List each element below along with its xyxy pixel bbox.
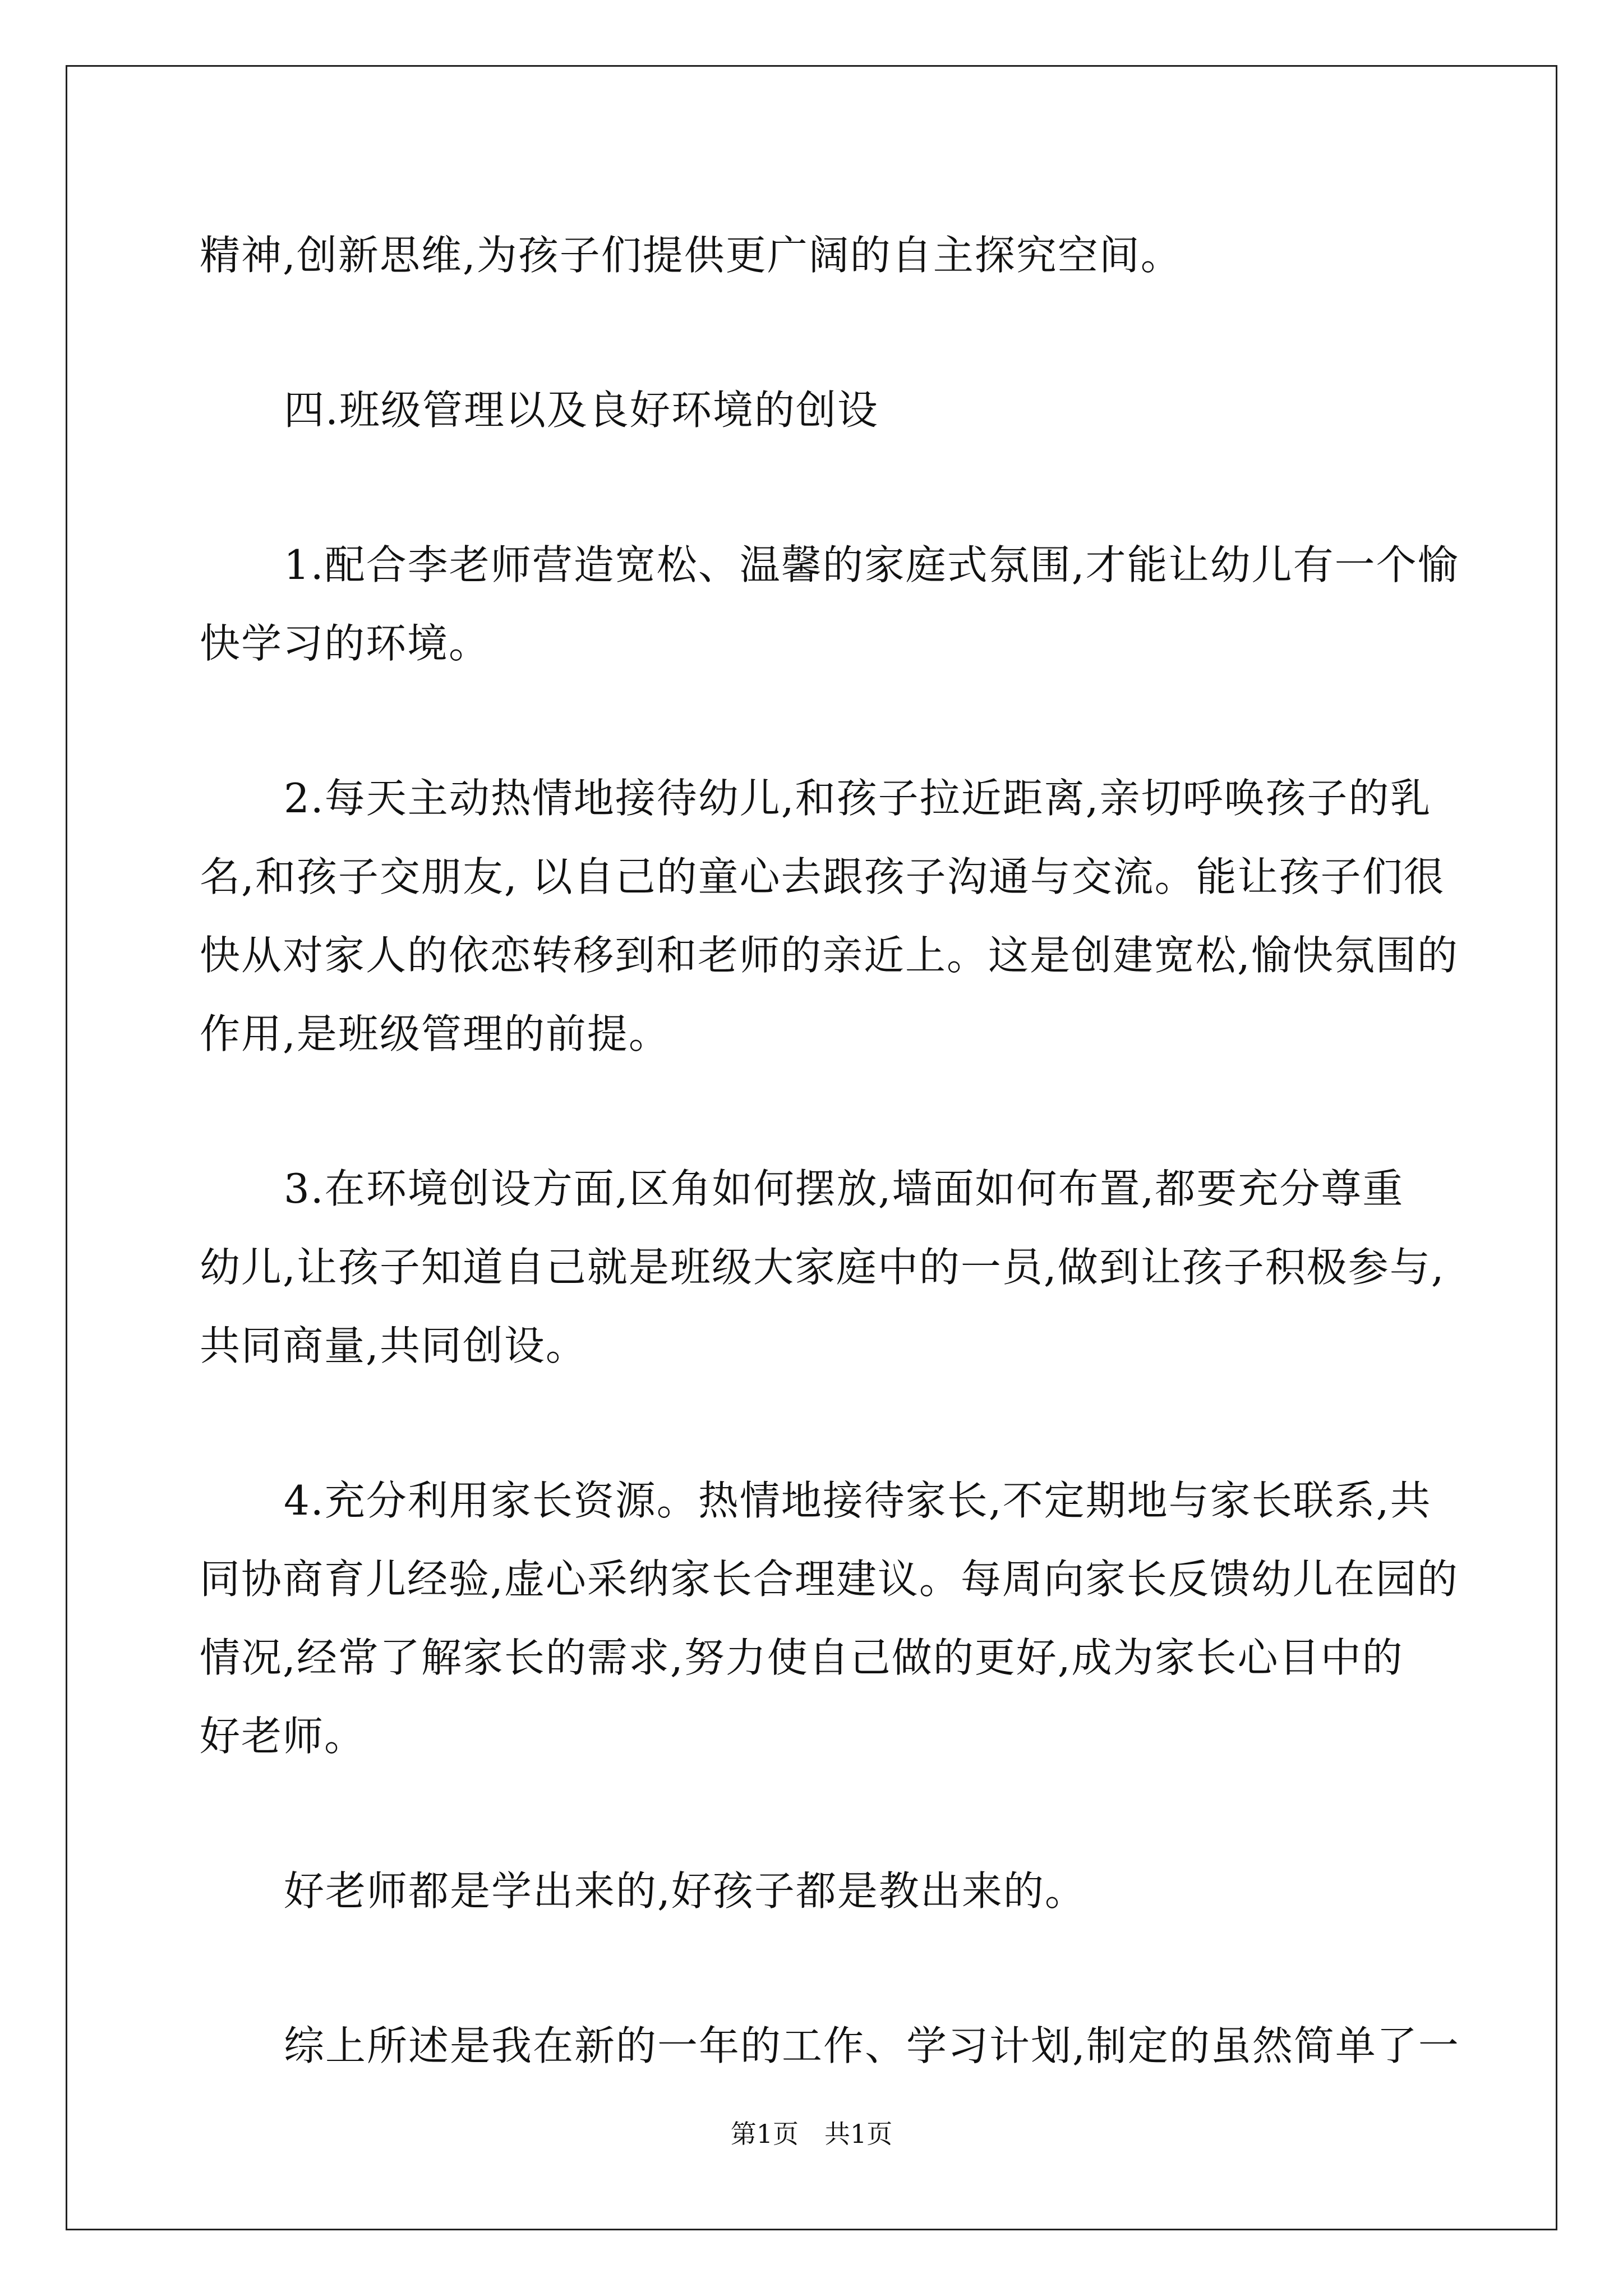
text-line: 好老师都是学出来的,好孩子都是教出来的。 [284,1867,1086,1915]
text-line: 综上所述是我在新的一年的工作、学习计划,制定的虽然简单了一 [284,2022,1460,2069]
text-line: 3.在环境创设方面,区角如何摆放,墙面如何布置,都要充分尊重 [284,1165,1404,1212]
text-line: 幼儿,让孩子知道自己就是班级大家庭中的一员,做到让孩子积极参与, [200,1244,1445,1291]
text-line: 名,和孩子交朋友, 以自己的童心去跟孩子沟通与交流。能让孩子们很 [200,853,1445,900]
document-body [200,216,1460,2085]
text-line: 情况,经常了解家长的需求,努力使自己做的更好,成为家长心目中的 [200,1634,1404,1681]
text-line: 作用,是班级管理的前提。 [200,1010,670,1057]
text-line: 同协商育儿经验,虚心采纳家长合理建议。每周向家长反馈幼儿在园的 [200,1556,1459,1603]
text-line: 1.配合李老师营造宽松、温馨的家庭式氛围,才能让幼儿有一个愉 [284,541,1459,588]
text-line: 快从对家人的依恋转移到和老师的亲近上。这是创建宽松,愉快氛围的 [200,932,1459,979]
text-line: 精神,创新思维,为孩子们提供更广阔的自主探究空间。 [200,232,1182,279]
text-line: 4.充分利用家长资源。热情地接待家长,不定期地与家长联系,共 [284,1477,1432,1524]
text-line: 共同商量,共同创设。 [200,1322,587,1369]
text-line: 2.每天主动热情地接待幼儿,和孩子拉近距离,亲切呼唤孩子的乳 [284,775,1432,822]
text-line: 好老师。 [200,1713,366,1760]
text-line: 快学习的环境。 [200,620,491,667]
page-footer: 第1页 共1页 [730,2119,893,2149]
text-line: 四.班级管理以及良好环境的创设 [284,386,879,434]
